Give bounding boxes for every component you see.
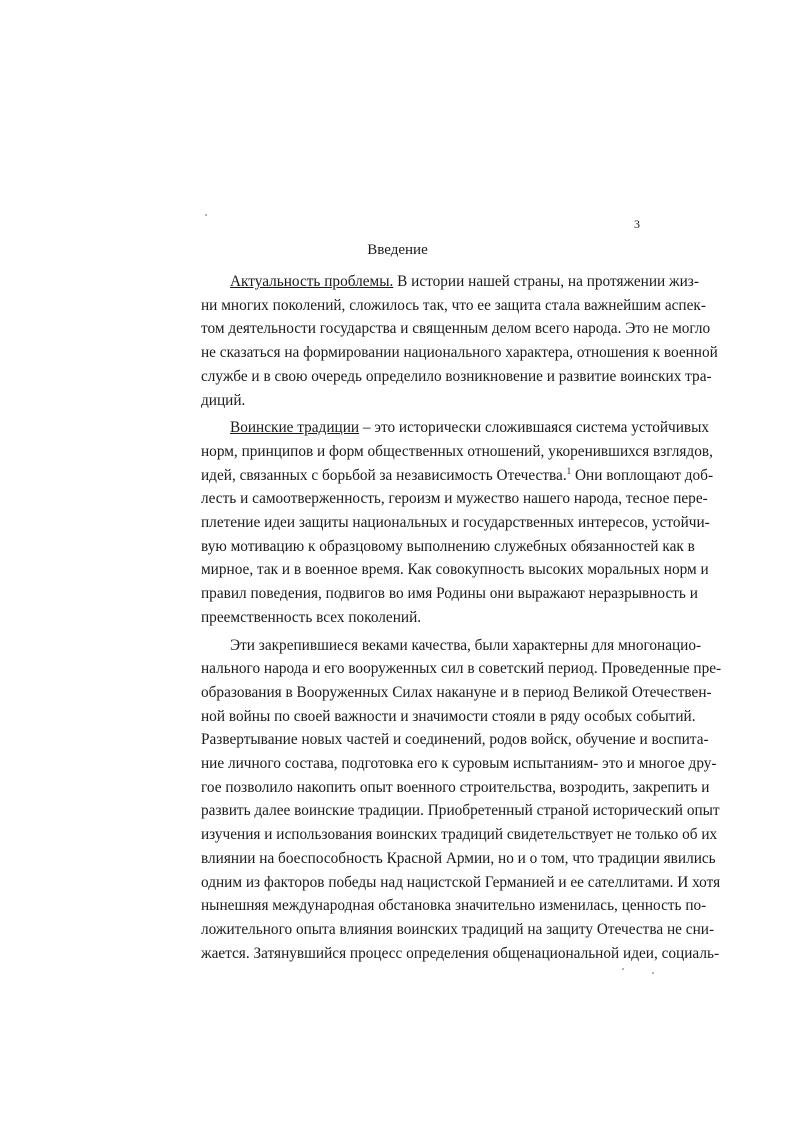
text-line: одним из факторов победы над нацистской Германией и ее сателлитами. И хотя	[201, 873, 721, 891]
text-line: ной войны по своей важности и значимости стояли в ряду особых событий.	[201, 707, 696, 725]
text-line: норм, принципов и форм общественных отношений, укоренившихся взглядов,	[201, 442, 713, 460]
text-line: влиянии на боеспособность Красной Армии, но и о том, что традиции явились	[201, 849, 716, 867]
paragraph-lead-underlined: Актуальность проблемы.	[230, 273, 394, 290]
text-line: нынешняя международная обстановка значительно изменилась, ценность по-	[201, 897, 707, 915]
footnote-mark: 1	[566, 465, 572, 476]
scan-speck	[652, 972, 654, 974]
text-line: диций.	[201, 391, 246, 409]
text-line: ние личного состава, подготовка его к суровым испытаниям- это и многое дру-	[201, 755, 717, 773]
paragraph-soviet-period	[201, 634, 722, 966]
text-line: ни многих поколений, сложилось так, что ее защита стала важнейшим аспек-	[201, 296, 706, 314]
text-line: Воинские традиции – это исторически сложившаяся система устойчивых	[230, 419, 710, 437]
text-line: образования в Вооруженных Силах накануне и в период Великой Отечествен-	[201, 683, 712, 701]
text-line: том деятельности государства и священным делом всего народа. Это не могло	[201, 320, 711, 338]
paragraph-lead-underlined: Воинские традиции	[230, 419, 360, 437]
text-line: Развертывание новых частей и соединений, родов войск, обучение и воспита-	[201, 731, 709, 749]
text-line: преемственность всех поколений.	[201, 608, 422, 626]
section-title: Введение	[367, 242, 428, 258]
text-line: Эти закрепившиеся веками качества, были характерны для многонацио-	[230, 636, 702, 654]
text-line: гое позволило накопить опыт военного строительства, возродить, закрепить и	[201, 778, 710, 796]
text-line: ложительного опыта влияния воинских традиций на защиту Отечества не сни-	[201, 920, 715, 938]
text-line: жается. Затянувшийся процесс определения общенациональной идеи, социаль-	[201, 944, 720, 962]
text-line: Актуальность проблемы. В истории нашей страны, на протяжении жиз-	[230, 273, 699, 290]
text-line: нального народа и его вооруженных сил в советский период. Проведенные пре-	[201, 660, 722, 678]
page-number: 3	[634, 217, 640, 231]
text-line: развить далее воинские традиции. Приобретенный страной исторический опыт	[201, 802, 720, 820]
document-body	[201, 270, 722, 969]
text-line: мирное, так и в военное время. Как совокупность высоких моральных норм и	[201, 561, 709, 579]
scan-speck	[205, 214, 207, 216]
text-line: плетение идеи защиты национальных и государственных интересов, устойчи-	[201, 514, 710, 532]
text-line: идей, связанных с борьбой за независимость Отечества.$^1$ Они воплощают доб-	[201, 465, 714, 484]
text-line: лесть и самоотверженность, героизм и мужество нашего народа, тесное пере-	[201, 490, 708, 508]
text-line: изучения и использования воинских традиций свидетельствует не только об их	[201, 826, 718, 844]
scan-speck	[622, 968, 624, 970]
paragraph-relevance	[201, 270, 718, 412]
text-line: службе и в свою очередь определило возникновение и развитие воинских тра-	[201, 367, 712, 385]
text-line: не сказаться на формировании национального характера, отношения к военной	[201, 344, 718, 362]
paragraph-military-traditions	[201, 416, 714, 629]
text-line: правил поведения, подвигов во имя Родины они выражают неразрывность и	[201, 585, 698, 603]
text-line: вую мотивацию к образцовому выполнению служебных обязанностей как в	[201, 537, 695, 555]
